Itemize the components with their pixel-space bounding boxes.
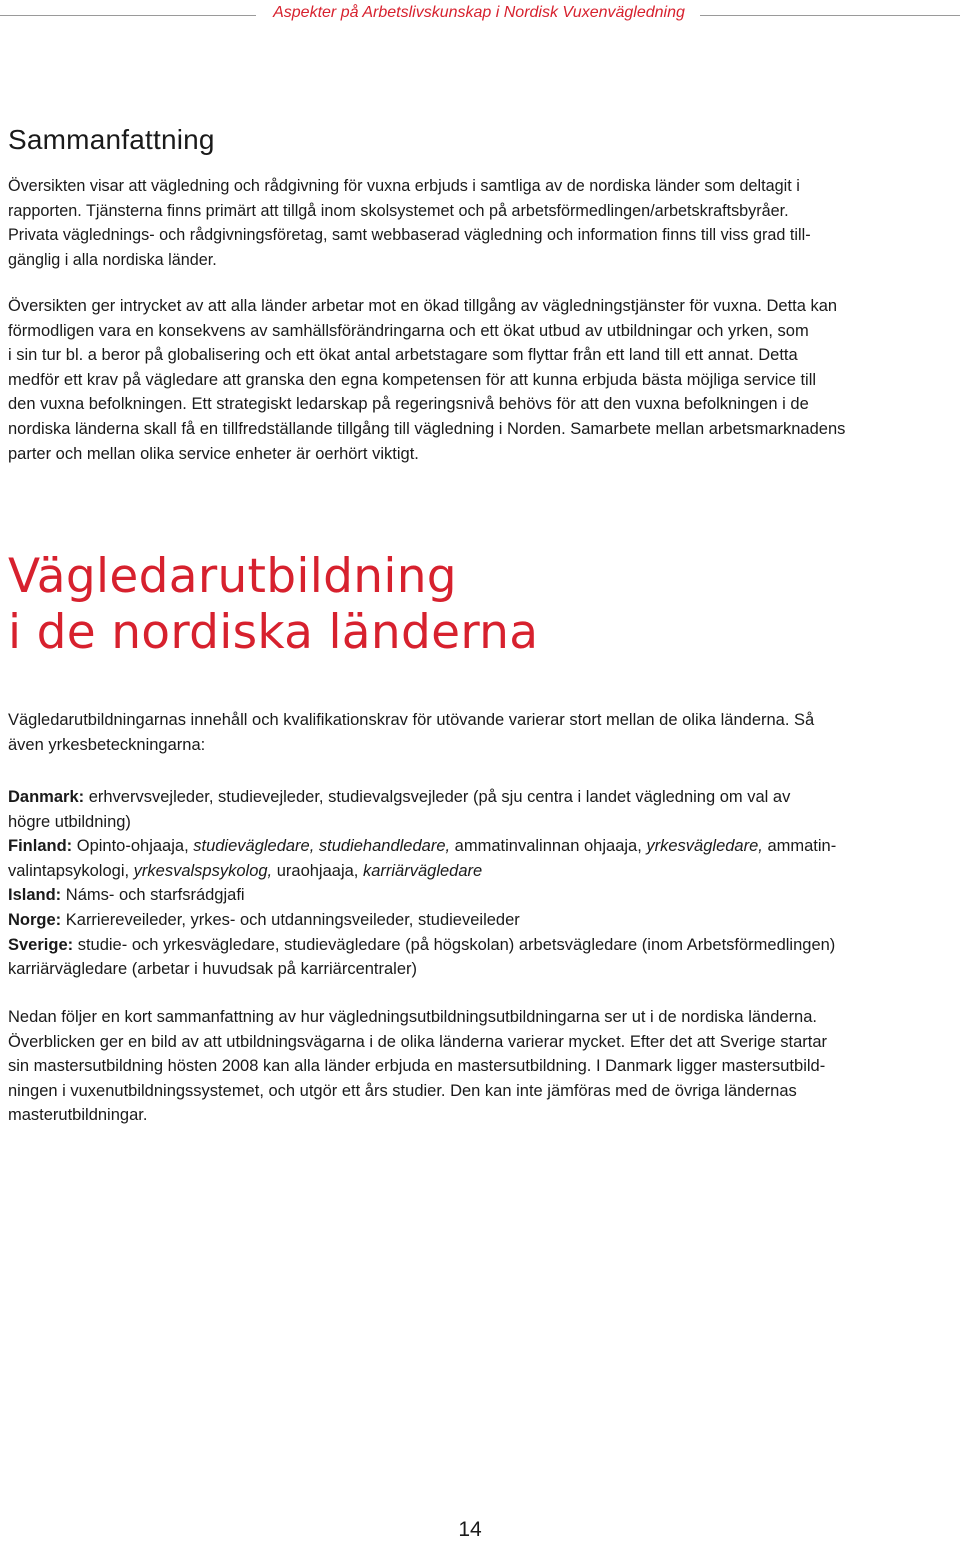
summary-paragraph-2 xyxy=(8,294,948,466)
education-intro xyxy=(8,708,948,757)
heading-line: i de nordiska länderna xyxy=(8,605,539,660)
text-line: medför ett krav på vägledare att granska den egna kompetensen för att kunna erbjuda bästa möjliga service till xyxy=(8,370,817,389)
text-line: ningen i vuxenutbildningssystemet, och utgör ett års studier. Den kan inte jämföras med de övriga ländernas xyxy=(8,1081,797,1100)
country-entry-sweden-cont: karriärvägledare (arbetar i huvudsak på karriärcentraler) xyxy=(8,960,418,979)
header-rule-right xyxy=(700,15,960,16)
country-entry-sweden xyxy=(8,933,948,958)
text-line: förmodligen vara en konsekvens av samhällsförändringarna och ett ökat utbud av utbildningar och yrken, som xyxy=(8,321,809,340)
text-line: Översikten ger intrycket av att alla länder arbetar mot en ökad tillgång av vägledningstjänster för vuxna. Detta kan xyxy=(8,297,838,315)
text-line: den vuxna befolkningen. Ett strategiskt ledarskap på regeringsnivå behövs för att den vuxna befolkningen i de xyxy=(8,395,809,414)
country-titles: ammatinvalinnan ohjaaja, xyxy=(450,837,647,856)
country-label: Island: xyxy=(8,886,62,905)
text-line: Översikten visar att vägledning och rådgivning för vuxna erbjuds i samtliga av de nordiska länder som deltagit i xyxy=(8,177,800,195)
education-closing-paragraph xyxy=(8,1005,948,1128)
page-number: 14 xyxy=(458,1518,482,1541)
text-line: även yrkesbeteckningarna: xyxy=(8,735,206,754)
country-entry-finland-cont xyxy=(8,859,948,884)
country-titles: uraohjaaja, xyxy=(272,861,363,880)
country-label: Norge: xyxy=(8,910,62,929)
country-entry-denmark xyxy=(8,785,948,810)
text-line: sin mastersutbildning hösten 2008 kan alla länder erbjuda en mastersutbildning. I Danmark ligger mastersutbild- xyxy=(8,1057,826,1076)
swedish-title: studievägledare, studiehandledare, xyxy=(193,837,451,856)
swedish-title: yrkesvägledare, xyxy=(646,837,763,856)
country-titles: Karriereveileder, yrkes- och utdanningsveileder, studieveileder xyxy=(61,910,520,929)
education-heading xyxy=(8,549,538,661)
text-line: gänglig i alla nordiska länder. xyxy=(8,251,217,270)
country-label: Danmark: xyxy=(8,788,85,806)
country-label: Finland: xyxy=(8,837,73,856)
country-titles: studie- och yrkesvägledare, studievägledare (på högskolan) arbetsvägledare (inom Arbetsförmedlingen) xyxy=(73,935,836,954)
text-line: parter och mellan olika service enheter är oerhört viktigt. xyxy=(8,444,419,463)
country-titles: erhvervsvejleder, studievejleder, studievalgsvejleder (på sju centra i landet vägledning om val av xyxy=(84,788,791,806)
text-line: nordiska länderna skall få en tillfredställande tillgång till vägledning i Norden. Samarbete mellan arbetsmarknadens xyxy=(8,419,846,438)
text-line: i sin tur bl. a beror på globalisering och ett ökat antal arbetstagare som flyttar från ett land till ett annat. Detta xyxy=(8,346,798,365)
summary-paragraph-1 xyxy=(8,174,948,273)
country-entry-denmark-cont: högre utbildning) xyxy=(8,812,131,831)
running-title: Aspekter på Arbetslivskunskap i Nordisk Vuxenvägledning xyxy=(273,4,685,21)
summary-heading: Sammanfattning xyxy=(8,124,215,155)
country-titles: ammatin- xyxy=(762,837,837,856)
country-titles: Náms- och starfsrádgjafi xyxy=(61,886,245,905)
country-titles: Opinto-ohjaaja, xyxy=(72,837,194,856)
swedish-title: yrkesvalspsykolog, xyxy=(133,861,273,880)
text-line: Nedan följer en kort sammanfattning av hur vägledningsutbildningsutbildningarna ser ut i de nordiska länderna. xyxy=(8,1008,817,1026)
text-line: rapporten. Tjänsterna finns primärt att tillgå inom skolsystemet och på arbetsförmedlingen/arbetskraftsbyråer. xyxy=(8,201,789,220)
text-line: masterutbildningar. xyxy=(8,1106,148,1125)
job-titles-list xyxy=(8,785,948,982)
text-line: Vägledarutbildningarnas innehåll och kvalifikationskrav för utövande varierar stort mellan de olika länderna. Så xyxy=(8,711,815,729)
running-header xyxy=(0,0,960,30)
country-entry-norway xyxy=(8,908,948,933)
header-rule-left xyxy=(0,15,256,16)
swedish-title: karriärvägledare xyxy=(362,861,483,880)
text-line: Privata väglednings- och rådgivningsföretag, samt webbaserad vägledning och information finns till viss grad till- xyxy=(8,226,811,245)
heading-line: Vägledarutbildning xyxy=(8,549,457,604)
text-line: Överblicken ger en bild av att utbildningsvägarna i de olika länderna varierar mycket. Efter det att Sverige startar xyxy=(8,1032,827,1051)
country-entry-iceland xyxy=(8,883,948,908)
country-label: Sverige: xyxy=(8,935,74,954)
country-entry-finland xyxy=(8,834,948,859)
country-titles: valintapsykologi, xyxy=(8,861,134,880)
